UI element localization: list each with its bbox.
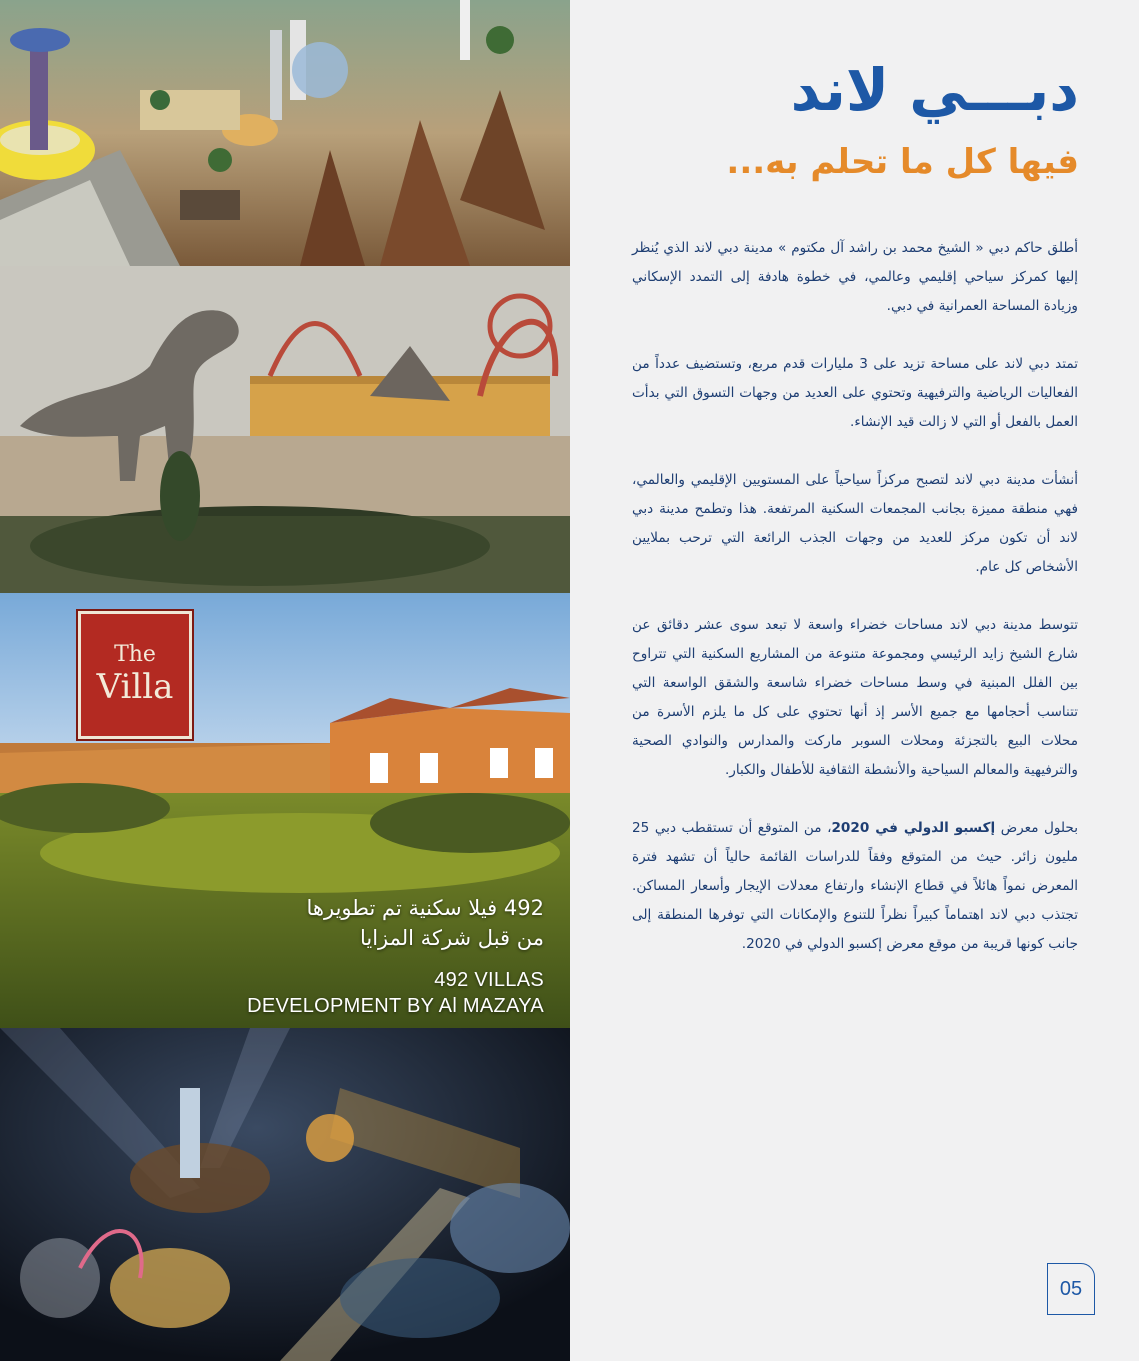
villa-caption-english-line-1: 492 VILLAS: [434, 969, 544, 991]
logo-line-villa: Villa: [96, 667, 174, 707]
expo-highlight: إكسبو الدولي في 2020: [831, 820, 996, 836]
the-villa-logo: [78, 611, 192, 739]
theme-park-model-photo: [0, 0, 570, 266]
paragraph-location: تتوسط مدينة دبي لاند مساحات خضراء واسعة لا تبعد سوى عشر دقائق عن شارع الشيخ زايد الرئيسي ومجموعة متنوعة من المشاريع السكنية التي تتراوح بين الفلل المبنية في وسط مساحات خضراء شاسعة والشقق الواسعة التي تتناسب أحجامها مع جميع الأسر إذ أنها تحتوي على كل ما يلزم الأسرة من محلات البيع بالتجزئة ومحلات السوبر ماركت والمدارس والنوادي الصحية والترفيهية والمعالم السياحية والأنشطة الثقافية للأطفال والكبار.: [632, 617, 1078, 778]
night-aerial-rendering-photo: [0, 1028, 570, 1361]
villa-caption-arabic-line-2: من قبل شركة المزايا: [359, 926, 544, 950]
text-panel: [570, 0, 1139, 1361]
page-subtitle: فيها كل ما تحلم به...: [726, 142, 1079, 182]
expo-text-after: ، من المتوقع أن تستقطب دبي 25 مليون زائر. حيث من المتوقع وفقاً للدراسات القائمة حالياً أن تشهد فترة المعرض نمواً هائلاً في قطاع الإنشاء وارتفاع معدلات الإيجار وأسعار المساكن. تجتذب دبي لاند اهتماماً كبيراً نظراً للتنوع والإمكانات التي توفرها المنطقة إلى جانب كونها قريبة من موقع معرض إكسبو الدولي في 2020.: [632, 820, 1078, 952]
paragraph-expo: [632, 814, 1078, 959]
paragraph-area: تمتد دبي لاند على مساحة تزيد على 3 مليارات قدم مربع، وتستضيف عدداً من الفعاليات الرياضية والترفيهية وتحتوي على العديد من وجهات التسوق التي بدأت العمل بالفعل أو التي لا زالت قيد الإنشاء.: [632, 356, 1079, 430]
villa-caption-arabic-line-1: 492 فيلا سكنية تم تطويرها: [306, 896, 544, 920]
expo-text-before: بحلول معرض: [995, 820, 1078, 836]
paragraph-launch: أطلق حاكم دبي « الشيخ محمد بن راشد آل مكتوم » مدينة دبي لاند الذي يُنظر إليها كمركز سياحي إقليمي وعالمي، في خطوة هادفة إلى التمدد الإسكاني وزيادة المساحة العمرانية في دبي.: [632, 240, 1078, 314]
dinosaur-attraction-photo: [0, 266, 570, 593]
villa-caption-english-line-2: DEVELOPMENT BY Al MAZAYA: [247, 995, 544, 1017]
villa-caption: [247, 893, 544, 1019]
article-body: [632, 234, 1078, 988]
villas-photo: [0, 593, 570, 1028]
paragraph-tourism-hub: أنشأت مدينة دبي لاند لتصبح مركزاً سياحياً على المستويين الإقليمي والعالمي، فهي منطقة مميزة بجانب المجمعات السكنية المرتفعة. هذا وتطمح مدينة دبي لاند أن تكون مركز للعديد من وجهات الجذب الرائعة التي ترحب بملايين الأشخاص كل عام.: [632, 472, 1078, 575]
logo-line-the: The: [114, 642, 156, 667]
page-number: 05: [1047, 1263, 1095, 1315]
page-title: دبـــي لاند: [790, 56, 1079, 124]
